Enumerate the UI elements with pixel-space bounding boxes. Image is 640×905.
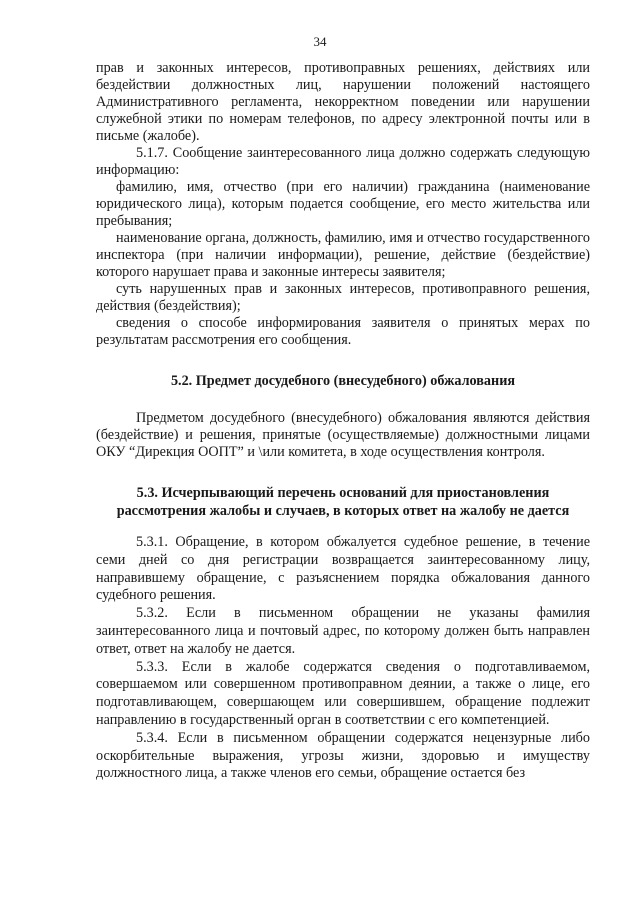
document-body	[96, 60, 590, 783]
paragraph-5-3-4: 5.3.4. Если в письменном обращении содержатся нецензурные либо оскорбительные выражения, угрозы жизни, здоровью и имуществу должностного лица, а также членов его семьи, обращение остается без	[96, 729, 590, 782]
section-heading-5-3-line2: рассмотрения жалобы и случаев, в которых ответ на жалобу не дается	[116, 503, 570, 519]
paragraph-5-3-3: 5.3.3. Если в жалобе содержатся сведения о подготавливаемом, совершаемом или совершенном противоправном деянии, а также о лице, его подготавливающем, совершающем или совершившем, обращение подлежит направлению в государственный орган в соответствии с его компетенцией.	[96, 658, 590, 728]
section-heading-5-2: 5.2. Предмет досудебного (внесудебного) обжалования	[170, 373, 516, 389]
paragraph-5-1-7: 5.1.7. Сообщение заинтересованного лица должно содержать следующую информацию:	[96, 145, 590, 178]
paragraph-5-2: Предметом досудебного (внесудебного) обжалования являются действия (бездействие) и решения, принятые (осуществляемые) должностными лицами ОКУ “Дирекция ООПТ” и \или комитета, в ходе осуществления контроля.	[96, 410, 590, 460]
page-number: 34	[313, 34, 327, 49]
list-item-rights: суть нарушенных прав и законных интересов, противоправного решения, действия (бездействия);	[96, 281, 590, 314]
list-item-name: фамилию, имя, отчество (при его наличии) гражданина (наименование юридического лица), которым подается сообщение, его место жительства или пребывания;	[96, 179, 590, 229]
paragraph-5-3-1: 5.3.1. Обращение, в котором обжалуется судебное решение, в течение семи дней со дня регистрации возвращается заинтересованному лицу, направившему обращение, с разъяснением порядка обжалования данного судебного решения.	[96, 534, 590, 604]
list-item-notification: сведения о способе информирования заявителя о принятых мерах по результатам рассмотрения его сообщения.	[96, 315, 590, 348]
paragraph-5-3-2: 5.3.2. Если в письменном обращении не указаны фамилия заинтересованного лица и почтовый адрес, по которому должен быть направлен ответ, ответ на жалобу не дается.	[96, 605, 590, 657]
section-heading-5-3-line1: 5.3. Исчерпывающий перечень оснований для приостановления	[136, 485, 550, 501]
list-item-organ: наименование органа, должность, фамилию, имя и отчество государственного инспектора (при наличии информации), решение, действие (бездействие) которого нарушает права и законные интересы заявителя;	[96, 230, 590, 280]
paragraph-continuation: прав и законных интересов, противоправных решениях, действиях или бездействии должностных лиц, нарушении положений настоящего Административного регламента, некорректном поведении или нарушении служебной этики по номерам телефонов, по адресу электронной почты или в письме (жалобе).	[96, 60, 590, 144]
